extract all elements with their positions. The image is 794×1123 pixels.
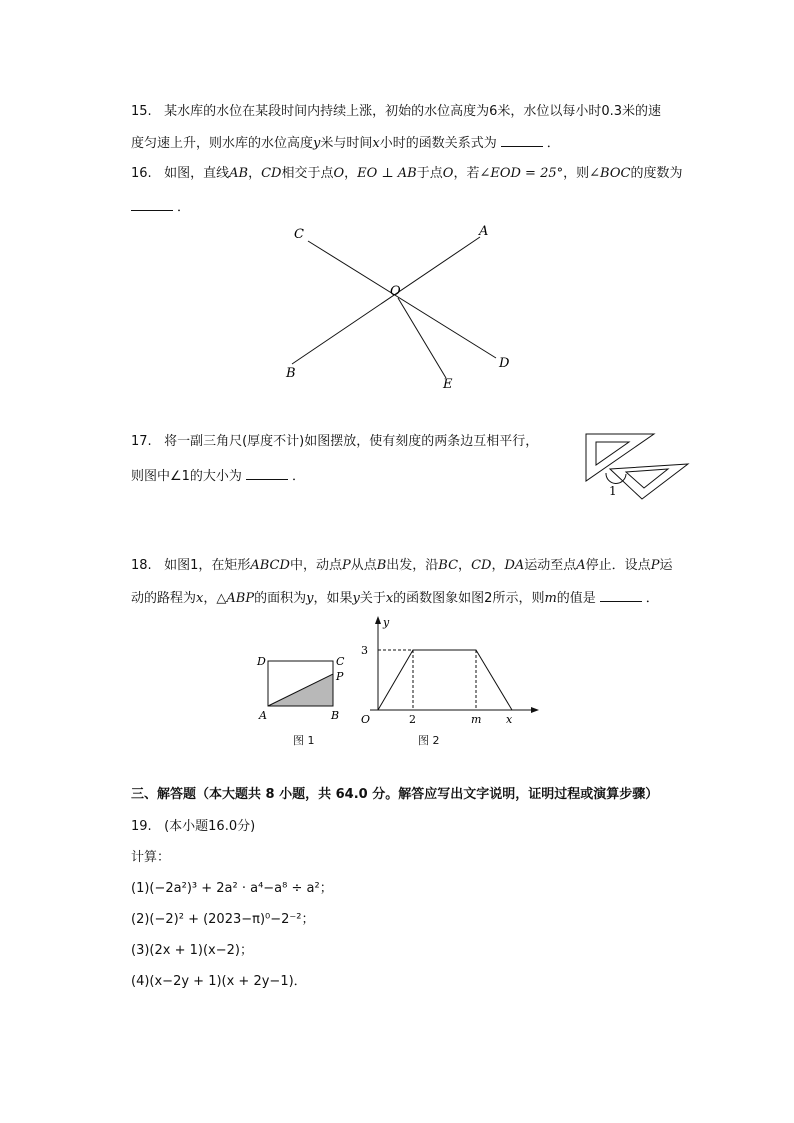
- svg-text:D: D: [257, 655, 266, 668]
- section-3-heading: 三、解答题（本大题共 8 小题，共 64.0 分。解答应写出文字说明，证明过程或演算步骤）: [131, 787, 659, 802]
- q15-line1: [131, 103, 661, 121]
- q19-item-3: (3)(2x + 1)(x−2)；: [131, 943, 253, 958]
- q15-line2: 度匀速上升，则水库的水位高度y米与时间x小时的函数关系式为 ．: [131, 133, 560, 153]
- angle-label-1: 1: [609, 484, 617, 498]
- q19-number: 19.: [131, 819, 152, 834]
- q18-figure-2: [355, 614, 545, 729]
- svg-text:m: m: [471, 713, 482, 726]
- q18-line2: 动的路程为x，△ABP的面积为y，如果y关于x的函数图象如图2所示，则m的值是 ．: [131, 588, 659, 608]
- function-graph: [378, 650, 512, 710]
- q16-number: 16.: [131, 166, 152, 181]
- q19-item-4: (4)(x−2y + 1)(x + 2y−1)．: [131, 974, 307, 989]
- svg-text:x: x: [506, 713, 513, 726]
- q17-line1: 17. 将一副三角尺(厚度不计)如图摆放，使有刻度的两条边互相平行，: [131, 434, 539, 449]
- q18-number: 18.: [131, 558, 152, 573]
- svg-text:A: A: [259, 709, 267, 722]
- answer-blank[interactable]: [501, 133, 543, 147]
- shaded-triangle-abp: [268, 674, 333, 706]
- figure-2-caption: 图 2: [418, 734, 440, 747]
- q16-line1: 16. 如图，直线AB，CD相交于点O，EO ⊥ AB于点O，若∠EOD = 25°，则∠BOC的度数为: [131, 166, 683, 181]
- q19-item-2: (2)(−2)² + (2023−π)⁰−2⁻²；: [131, 912, 315, 927]
- answer-blank[interactable]: [131, 197, 173, 211]
- line-ab: [292, 237, 480, 364]
- label-e: E: [443, 377, 453, 392]
- label-a: A: [479, 224, 489, 239]
- answer-blank[interactable]: [600, 588, 642, 602]
- svg-text:C: C: [336, 655, 345, 668]
- q18-figure-1: [255, 650, 350, 725]
- q19-item-1: (1)(−2a²)³ + 2a² · a⁴−a⁸ ÷ a²；: [131, 881, 333, 896]
- q17-figure: [584, 432, 696, 502]
- q16-line2: ．: [131, 197, 190, 217]
- figure-1-caption: 图 1: [293, 734, 315, 747]
- q17-line2: 则图中∠1的大小为 ．: [131, 466, 305, 486]
- label-b: B: [286, 366, 296, 381]
- svg-text:O: O: [361, 713, 371, 726]
- label-o: O: [390, 284, 401, 299]
- ray-oe: [398, 298, 446, 378]
- label-c: C: [294, 227, 304, 242]
- line-cd: [308, 241, 496, 358]
- svg-text:2: 2: [409, 713, 416, 726]
- q15-text-1: 某水库的水位在某段时间内持续上涨，初始的水位高度为6米，水位以每小时0.3米的速: [164, 104, 662, 119]
- q15-number: 15.: [131, 104, 152, 119]
- svg-text:B: B: [331, 709, 340, 722]
- q18-line1: 18. 如图1，在矩形ABCD中，动点P从点B出发，沿BC，CD，DA运动至点A停止．设点P运: [131, 558, 673, 573]
- label-d: D: [499, 356, 510, 371]
- answer-blank[interactable]: [246, 466, 288, 480]
- q19-intro: 计算：: [131, 850, 171, 865]
- svg-text:3: 3: [361, 644, 368, 657]
- q16-figure: [270, 220, 530, 395]
- q17-number: 17.: [131, 434, 152, 449]
- svg-text:y: y: [383, 616, 390, 629]
- svg-text:P: P: [336, 670, 344, 683]
- q19-header: 19. (本小题16.0分): [131, 819, 256, 834]
